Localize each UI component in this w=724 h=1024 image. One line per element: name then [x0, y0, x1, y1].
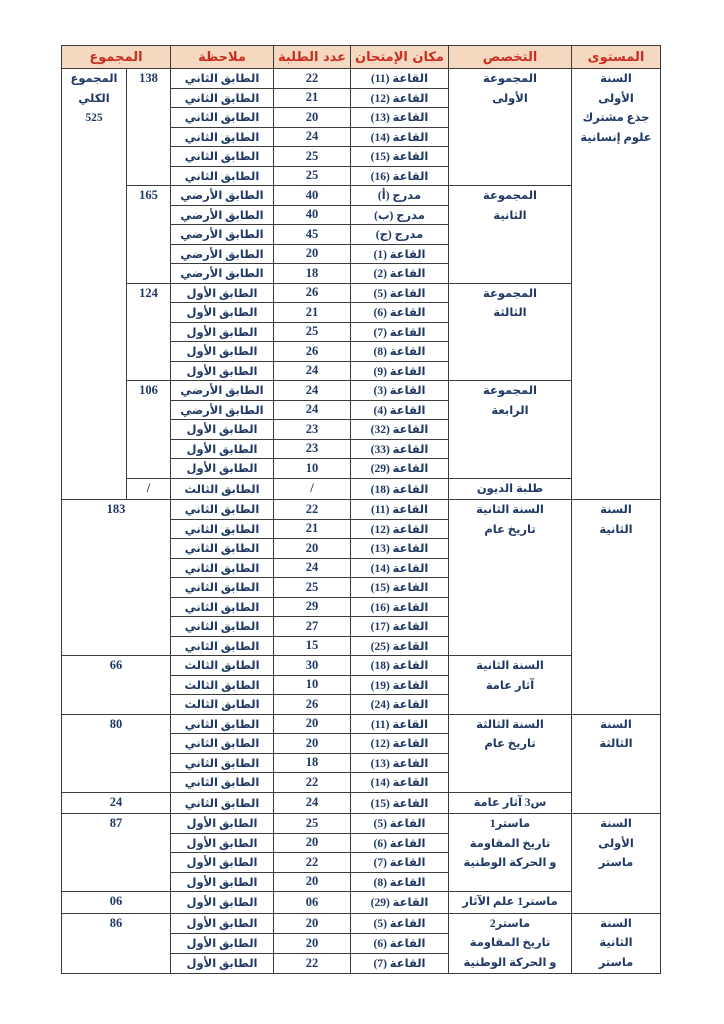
exam-row	[62, 381, 661, 401]
floor-note-cell: الطابق الثالث	[171, 675, 274, 695]
level-cell-line: السنة	[600, 504, 632, 516]
exam-room-cell: القاعة (6)	[351, 833, 449, 853]
level-cell-line: الأولى	[598, 837, 634, 850]
student-count-cell: 22	[274, 500, 351, 520]
floor-note-cell: الطابق الثاني	[171, 166, 274, 186]
exam-room-cell: القاعة (7)	[351, 853, 449, 873]
exam-row	[62, 792, 661, 814]
specialty-cell	[449, 913, 572, 974]
exam-room-cell: القاعة (5)	[351, 913, 449, 933]
exam-room-cell: القاعة (19)	[351, 675, 449, 695]
level-cell-line: علوم إنسانية	[580, 131, 652, 144]
student-count-cell: 20	[274, 244, 351, 264]
student-count-cell: 26	[274, 695, 351, 715]
group-subtotal-cell: 165	[127, 186, 171, 284]
specialty-cell	[449, 656, 572, 715]
student-count-cell: 20	[274, 872, 351, 892]
floor-note-cell: الطابق الأول	[171, 283, 274, 303]
header-total: المجموع	[62, 46, 171, 69]
exam-room-cell: القاعة (15)	[351, 147, 449, 167]
specialty-cell-line: الثالثة	[493, 307, 527, 319]
student-count-cell: 23	[274, 439, 351, 459]
floor-note-cell: الطابق الثاني	[171, 597, 274, 617]
student-count-cell: 22	[274, 773, 351, 793]
exam-room-cell: القاعة (6)	[351, 933, 449, 953]
floor-note-cell: الطابق الأول	[171, 833, 274, 853]
level-cell	[572, 714, 661, 814]
exam-room-cell: مدرج (أ)	[351, 186, 449, 206]
level-cell-line: الثانية	[599, 937, 633, 949]
floor-note-cell: الطابق الأول	[171, 361, 274, 381]
specialty-cell-line: المجموعة	[482, 287, 537, 300]
level-cell-line: الثالثة	[599, 738, 633, 750]
specialty-cell-line: آثار عامة	[485, 679, 535, 692]
exam-room-cell: القاعة (11)	[351, 500, 449, 520]
floor-note-cell: الطابق الأول	[171, 459, 274, 479]
student-count-cell: 45	[274, 225, 351, 245]
specialty-cell	[449, 892, 572, 914]
group-subtotal-cell: 06	[62, 892, 171, 914]
student-count-cell: 21	[274, 519, 351, 539]
student-count-cell: 21	[274, 303, 351, 323]
exam-room-cell: القاعة (29)	[351, 892, 449, 914]
exam-row	[62, 69, 661, 89]
student-count-cell: 18	[274, 753, 351, 773]
student-count-cell: /	[274, 478, 351, 500]
floor-note-cell: الطابق الأول	[171, 322, 274, 342]
floor-note-cell: الطابق الثاني	[171, 753, 274, 773]
group-subtotal-cell: 24	[62, 792, 171, 814]
floor-note-cell: الطابق الثاني	[171, 714, 274, 734]
specialty-cell	[449, 814, 572, 892]
floor-note-cell: الطابق الثاني	[171, 792, 274, 814]
floor-note-cell: الطابق الثاني	[171, 539, 274, 559]
exam-room-cell: القاعة (29)	[351, 459, 449, 479]
exam-room-cell: القاعة (14)	[351, 558, 449, 578]
specialty-cell-line: تاريخ المقاومة	[469, 937, 551, 949]
floor-note-cell: الطابق الثاني	[171, 636, 274, 656]
floor-note-cell: الطابق الأرضي	[171, 186, 274, 206]
specialty-cell	[449, 714, 572, 792]
floor-note-cell: الطابق الأول	[171, 872, 274, 892]
floor-note-cell: الطابق الأرضي	[171, 244, 274, 264]
floor-note-cell: الطابق الأرضي	[171, 264, 274, 284]
exam-room-cell: القاعة (5)	[351, 814, 449, 834]
student-count-cell: 25	[274, 814, 351, 834]
exam-room-cell: القاعة (3)	[351, 381, 449, 401]
student-count-cell: 20	[274, 913, 351, 933]
exam-room-cell: القاعة (14)	[351, 127, 449, 147]
student-count-cell: 23	[274, 420, 351, 440]
floor-note-cell: الطابق الثاني	[171, 108, 274, 128]
exam-room-cell: القاعة (12)	[351, 88, 449, 108]
specialty-cell-line: المجموعة	[482, 385, 537, 397]
group-subtotal-cell: 87	[62, 814, 171, 892]
student-count-cell: 20	[274, 933, 351, 953]
specialty-cell	[449, 69, 572, 186]
header-specialty: التخصص	[449, 46, 572, 69]
exam-row	[62, 283, 661, 303]
student-count-cell: 26	[274, 283, 351, 303]
student-count-cell: 20	[274, 714, 351, 734]
floor-note-cell: الطابق الثاني	[171, 578, 274, 598]
floor-note-cell: الطابق الثاني	[171, 617, 274, 637]
exam-row	[62, 892, 661, 914]
specialty-cell-line: طلبة الديون	[476, 482, 544, 495]
floor-note-cell: الطابق الأول	[171, 303, 274, 323]
exam-room-cell: القاعة (16)	[351, 597, 449, 617]
floor-note-cell: الطابق الأرضي	[171, 381, 274, 401]
student-count-cell: 40	[274, 205, 351, 225]
exam-room-cell: القاعة (8)	[351, 872, 449, 892]
exam-room-cell: القاعة (17)	[351, 617, 449, 637]
exam-room-cell: القاعة (18)	[351, 656, 449, 676]
student-count-cell: 10	[274, 675, 351, 695]
student-count-cell: 29	[274, 597, 351, 617]
level-cell-line: ماستر	[598, 857, 634, 869]
exam-row	[62, 500, 661, 520]
floor-note-cell: الطابق الثاني	[171, 558, 274, 578]
exam-room-cell: القاعة (13)	[351, 108, 449, 128]
exam-room-cell: القاعة (4)	[351, 400, 449, 420]
student-count-cell: 25	[274, 322, 351, 342]
exam-room-cell: القاعة (32)	[351, 420, 449, 440]
exam-room-cell: القاعة (25)	[351, 636, 449, 656]
level-cell-line: السنة	[600, 718, 632, 731]
specialty-cell	[449, 186, 572, 284]
student-count-cell: 20	[274, 539, 351, 559]
specialty-cell-line: ماستر2	[489, 917, 531, 930]
floor-note-cell: الطابق الثالث	[171, 695, 274, 715]
specialty-cell-line: س3 آثار عامة	[473, 796, 547, 809]
floor-note-cell: الطابق الأرضي	[171, 400, 274, 420]
student-count-cell: 20	[274, 734, 351, 754]
level-cell-line: السنة	[600, 917, 632, 930]
level-cell-line: ماستر	[598, 956, 634, 969]
student-count-cell: 24	[274, 381, 351, 401]
exam-row	[62, 714, 661, 734]
level-cell	[572, 913, 661, 974]
student-count-cell: 20	[274, 108, 351, 128]
floor-note-cell: الطابق الأول	[171, 420, 274, 440]
exam-room-cell: مدرج (ج)	[351, 225, 449, 245]
student-count-cell: 24	[274, 361, 351, 381]
student-count-cell: 25	[274, 147, 351, 167]
group-subtotal-cell: 106	[127, 381, 171, 479]
level-cell	[572, 814, 661, 914]
specialty-cell-line: و الحركة الوطنية	[463, 857, 557, 869]
specialty-cell	[449, 283, 572, 381]
exam-room-cell: القاعة (11)	[351, 69, 449, 89]
floor-note-cell: الطابق الأول	[171, 814, 274, 834]
level-cell-line: الأولى	[598, 92, 634, 105]
exam-room-cell: القاعة (14)	[351, 773, 449, 793]
exam-room-cell: القاعة (6)	[351, 303, 449, 323]
floor-note-cell: الطابق الأول	[171, 933, 274, 953]
exam-schedule-table	[61, 45, 661, 974]
student-count-cell: 22	[274, 69, 351, 89]
student-count-cell: 25	[274, 578, 351, 598]
floor-note-cell: الطابق الأرضي	[171, 225, 274, 245]
floor-note-cell: الطابق الثاني	[171, 500, 274, 520]
specialty-cell-line: الأولى	[492, 92, 528, 105]
exam-room-cell: القاعة (5)	[351, 283, 449, 303]
level-cell-line: السنة	[600, 818, 632, 830]
grand-total-cell	[62, 69, 127, 500]
specialty-cell	[449, 478, 572, 500]
student-count-cell: 30	[274, 656, 351, 676]
level-cell	[572, 69, 661, 500]
grand-total-cell-line: المجموع	[70, 73, 118, 85]
group-subtotal-cell: 86	[62, 913, 171, 974]
exam-row	[62, 814, 661, 834]
specialty-cell	[449, 500, 572, 656]
exam-room-cell: القاعة (15)	[351, 578, 449, 598]
header-note: ملاحظة	[171, 46, 274, 69]
level-cell-line: جذع مشترك	[582, 112, 650, 124]
specialty-cell-line: الرابعة	[491, 404, 529, 417]
student-count-cell: 24	[274, 792, 351, 814]
exam-row	[62, 186, 661, 206]
exam-row	[62, 656, 661, 676]
group-subtotal-cell: /	[127, 478, 171, 500]
specialty-cell-line: تاريخ المقاومة	[469, 837, 551, 850]
student-count-cell: 27	[274, 617, 351, 637]
exam-room-cell: القاعة (18)	[351, 478, 449, 500]
exam-room-cell: القاعة (7)	[351, 322, 449, 342]
floor-note-cell: الطابق الثاني	[171, 127, 274, 147]
header-student-count: عدد الطلبة	[274, 46, 351, 69]
specialty-cell	[449, 381, 572, 479]
floor-note-cell: الطابق الأول	[171, 913, 274, 933]
student-count-cell: 22	[274, 953, 351, 973]
student-count-cell: 21	[274, 88, 351, 108]
specialty-cell-line: السنة الثانية	[476, 660, 544, 672]
specialty-cell-line: ماستر1	[489, 818, 531, 830]
specialty-cell-line: السنة الثالثة	[476, 718, 544, 731]
exam-room-cell: القاعة (12)	[351, 519, 449, 539]
floor-note-cell: الطابق الثاني	[171, 88, 274, 108]
specialty-cell	[449, 792, 572, 814]
student-count-cell: 25	[274, 166, 351, 186]
header-row	[62, 46, 661, 69]
student-count-cell: 10	[274, 459, 351, 479]
student-count-cell: 15	[274, 636, 351, 656]
level-cell-line: السنة	[600, 73, 632, 85]
exam-row	[62, 478, 661, 500]
student-count-cell: 18	[274, 264, 351, 284]
student-count-cell: 22	[274, 853, 351, 873]
floor-note-cell: الطابق الأرضي	[171, 205, 274, 225]
group-subtotal-cell: 66	[62, 656, 171, 715]
exam-room-cell: القاعة (13)	[351, 753, 449, 773]
floor-note-cell: الطابق الثالث	[171, 656, 274, 676]
floor-note-cell: الطابق الثاني	[171, 69, 274, 89]
exam-row	[62, 913, 661, 933]
floor-note-cell: الطابق الأول	[171, 342, 274, 362]
specialty-cell-line: المجموعة	[482, 73, 537, 85]
specialty-cell-line: السنة الثانية	[476, 504, 544, 516]
specialty-cell-line: الثانية	[493, 209, 527, 222]
floor-note-cell: الطابق الثاني	[171, 773, 274, 793]
floor-note-cell: الطابق الأول	[171, 853, 274, 873]
header-exam-location: مكان الإمتحان	[351, 46, 449, 69]
floor-note-cell: الطابق الأول	[171, 439, 274, 459]
exam-room-cell: القاعة (33)	[351, 439, 449, 459]
level-cell-line: الثانية	[599, 523, 633, 536]
exam-room-cell: القاعة (9)	[351, 361, 449, 381]
specialty-cell-line: تاريخ عام	[484, 738, 536, 750]
floor-note-cell: الطابق الثالث	[171, 478, 274, 500]
floor-note-cell: الطابق الأول	[171, 892, 274, 914]
exam-room-cell: القاعة (11)	[351, 714, 449, 734]
level-cell	[572, 500, 661, 715]
exam-room-cell: القاعة (8)	[351, 342, 449, 362]
student-count-cell: 24	[274, 400, 351, 420]
group-subtotal-cell: 183	[62, 500, 171, 656]
specialty-cell-line: ماستر1 علم الآثار	[462, 896, 558, 908]
specialty-cell-line: و الحركة الوطنية	[463, 956, 557, 969]
exam-room-cell: القاعة (2)	[351, 264, 449, 284]
student-count-cell: 20	[274, 833, 351, 853]
group-subtotal-cell: 138	[127, 69, 171, 186]
exam-room-cell: القاعة (7)	[351, 953, 449, 973]
exam-room-cell: القاعة (24)	[351, 695, 449, 715]
student-count-cell: 40	[274, 186, 351, 206]
student-count-cell: 26	[274, 342, 351, 362]
group-subtotal-cell: 80	[62, 714, 171, 792]
exam-room-cell: القاعة (12)	[351, 734, 449, 754]
exam-room-cell: القاعة (15)	[351, 792, 449, 814]
exam-room-cell: القاعة (1)	[351, 244, 449, 264]
floor-note-cell: الطابق الثاني	[171, 734, 274, 754]
exam-room-cell: مدرج (ب)	[351, 205, 449, 225]
group-subtotal-cell: 124	[127, 283, 171, 381]
grand-total-cell-line: 525	[85, 112, 103, 124]
student-count-cell: 24	[274, 558, 351, 578]
grand-total-cell-line: الكلي	[78, 92, 110, 105]
exam-room-cell: القاعة (13)	[351, 539, 449, 559]
floor-note-cell: الطابق الثاني	[171, 147, 274, 167]
floor-note-cell: الطابق الثاني	[171, 519, 274, 539]
student-count-cell: 24	[274, 127, 351, 147]
exam-room-cell: القاعة (16)	[351, 166, 449, 186]
student-count-cell: 06	[274, 892, 351, 914]
specialty-cell-line: تاريخ عام	[484, 523, 536, 536]
header-level: المستوى	[572, 46, 661, 69]
floor-note-cell: الطابق الأول	[171, 953, 274, 973]
specialty-cell-line: المجموعة	[482, 190, 537, 202]
